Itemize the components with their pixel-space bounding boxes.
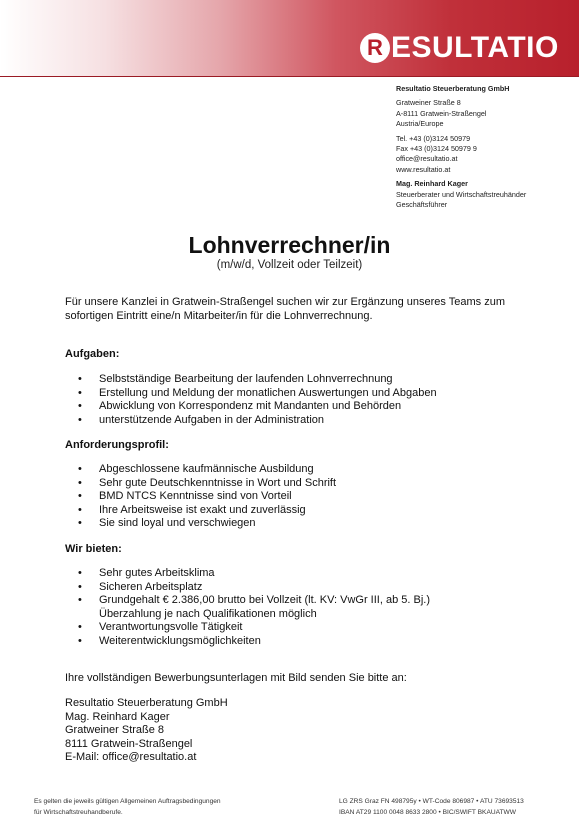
application-person: Mag. Reinhard Kager [65,710,170,723]
section-heading-anforderungsprofil: Anforderungsprofil: [65,439,169,451]
contact-fax: Fax +43 (0)3124 50979 9 [396,144,477,154]
footer-terms-line: Es gelten die jeweils gültigen Allgemeinen Auftragsbedingungen [34,798,221,805]
list-item: • Sie sind loyal und verschwiegen [78,517,256,529]
footer-terms-line: für Wirtschaftstreuhandberufe. [34,808,123,816]
list-item: • BMD NTCS Kenntnisse sind von Vorteil [78,490,292,502]
list-item: • Ihre Arbeitsweise ist exakt und zuverlässig [78,503,306,516]
list-item: • unterstützende Aufgaben in der Administration [78,413,325,426]
logo-text: ESULTATIO [391,31,559,64]
contact-city: A-8111 Gratwein-Straßengel [396,108,487,118]
footer-registration [339,797,524,818]
list-item: • Erstellung und Meldung der monatlichen Auswertungen und Abgaben [78,386,437,399]
list-wir-bieten [65,567,430,648]
bullet-icon: • [78,503,82,516]
bullet-icon: • [78,517,82,529]
contact-web[interactable]: www.resultatio.at [396,164,451,174]
bullet-icon: • [78,580,82,593]
logo-r-mark: R [360,33,390,63]
list-item: • Selbstständige Bearbeitung der laufenden Lohnverrechnung [78,373,393,385]
bullet-icon: • [78,634,82,647]
contact-person: Mag. Reinhard Kager [396,179,468,189]
bullet-icon: • [78,476,82,489]
bullet-icon: • [78,567,82,579]
list-item: • Grundgehalt € 2.386,00 brutto bei Vollzeit (lt. KV: VwGr III, ab 5. Bj.) [78,594,430,606]
list-item: • Sehr gutes Arbeitsklima [78,567,215,579]
list-item: • Abgeschlossene kaufmännische Ausbildung [78,463,314,475]
contact-person-title: Steuerberater und Wirtschaftstreuhänder [396,189,527,199]
contact-street: Gratweiner Straße 8 [396,98,461,108]
section-heading-wir-bieten: Wir bieten: [65,543,122,555]
contact-country: Austria/Europe [396,119,444,129]
contact-email[interactable]: office@resultatio.at [396,154,458,164]
list-item: • Sicheren Arbeitsplatz [78,580,203,593]
list-item: • Sehr gute Deutschkenntnisse in Wort und Schrift [78,476,337,489]
application-text: Ihre vollständigen Bewerbungsunterlagen mit Bild senden Sie bitte an: [65,672,407,684]
application-email[interactable]: E-Mail: office@resultatio.at [65,751,197,763]
contact-phone: Tel. +43 (0)3124 50979 [396,133,471,143]
contact-company: Resultatio Steuerberatung GmbH [396,84,510,93]
list-item: • Abwicklung von Korrespondenz mit Mandanten und Behörden [78,400,402,412]
footer-registration-line: LG ZRS Graz FN 498795y • WT-Code 806987 • ATU 73693513 [339,798,524,805]
footer-terms [34,797,221,818]
header-banner [0,0,579,77]
application-company: Resultatio Steuerberatung GmbH [65,697,228,709]
list-item: • Weiterentwicklungsmöglichkeiten [78,634,261,647]
application-city: 8111 Gratwein-Straßengel [65,737,193,750]
application-address [65,697,525,765]
company-logo [360,30,559,66]
contact-block [396,84,526,210]
job-title: Lohnverrechner/in [188,232,391,258]
bullet-icon: • [78,463,82,475]
application-street: Gratweiner Straße 8 [65,724,165,736]
list-aufgaben [65,373,437,427]
footer-bank-line: IBAN AT29 1100 0048 8633 2800 • BIC/SWIFT BKAUATWW [339,808,516,816]
bullet-icon: • [78,490,82,502]
bullet-icon: • [78,400,82,412]
bullet-icon: • [78,621,82,633]
list-item: • Verantwortungsvolle Tätigkeit [78,621,243,633]
intro-paragraph: Für unsere Kanzlei in Gratwein-Straßengel suchen wir zur Ergänzung unseres Teams zum sofortigen Eintritt eine/n Mitarbeiter/in für die Lohnverrechnung. [65,296,505,322]
contact-person-role: Geschäftsführer [396,200,448,210]
list-anforderungsprofil [65,463,336,531]
list-item-continuation: Überzahlung je nach Qualifikationen möglich [99,607,317,620]
section-heading-aufgaben: Aufgaben: [65,348,120,360]
job-subtitle: (m/w/d, Vollzeit oder Teilzeit) [216,259,363,271]
bullet-icon: • [78,594,82,606]
bullet-icon: • [78,373,82,385]
bullet-icon: • [78,386,82,399]
bullet-icon: • [78,413,82,426]
